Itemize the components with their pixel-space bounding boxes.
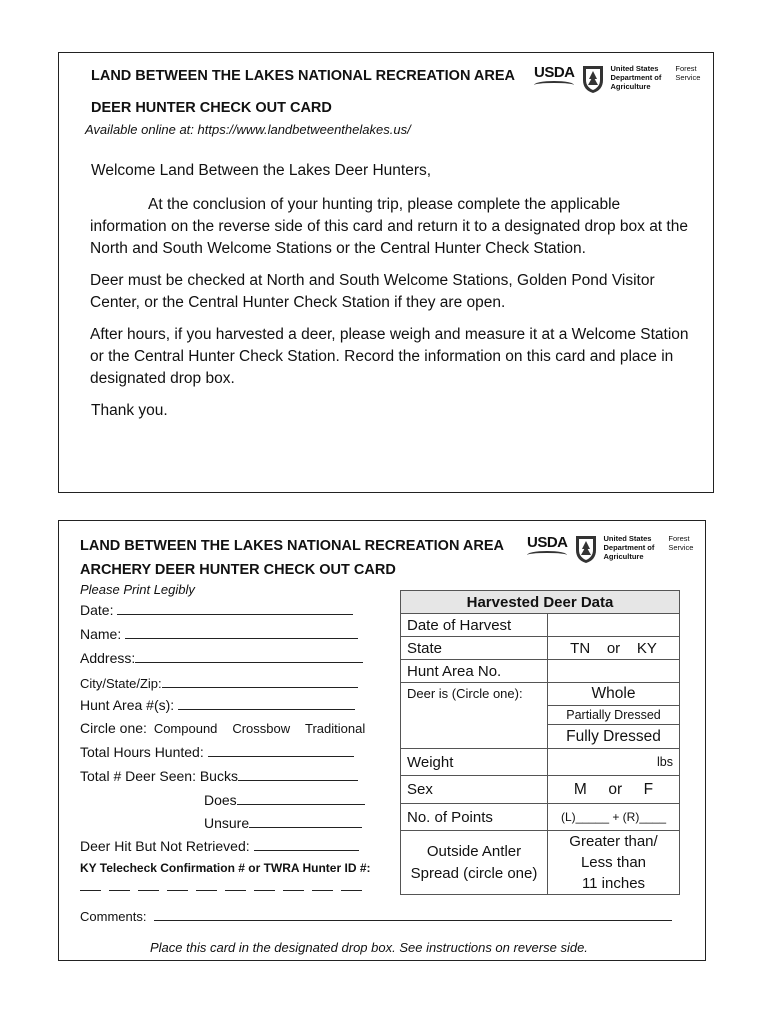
date-of-harvest-label: Date of Harvest — [401, 614, 548, 637]
print-legibly: Please Print Legibly — [80, 582, 195, 597]
antler-spread-label: Outside Antler Spread (circle one) — [401, 831, 548, 895]
telecheck-id-blanks[interactable] — [80, 878, 362, 891]
state-options[interactable]: TN or KY — [548, 637, 680, 660]
city-state-zip-field[interactable]: City/State/Zip: — [80, 675, 358, 691]
date-of-harvest-cell[interactable] — [548, 614, 680, 637]
paragraph-check-locations: Deer must be checked at North and South Welcome Stations, Golden Pond Visitor Center, or the Central Hunter Check Station if they are open. — [90, 272, 655, 311]
forest-service-name: Forest Service — [675, 64, 701, 82]
option-traditional[interactable]: Traditional — [305, 721, 366, 736]
weapon-circle-one: Circle one: Compound Crossbow Traditional — [80, 720, 366, 736]
weight-lbs[interactable]: lbs — [548, 749, 680, 776]
usda-logo-mark: USDA — [527, 534, 568, 551]
option-fully-dressed[interactable]: Fully Dressed — [548, 725, 680, 749]
option-crossbow[interactable]: Crossbow — [232, 721, 291, 736]
hunt-area-no-label: Hunt Area No. — [401, 660, 548, 683]
address-field[interactable]: Address: — [80, 650, 363, 666]
deer-seen-unsure-field[interactable]: Unsure — [204, 815, 362, 831]
date-field[interactable]: Date: — [80, 602, 353, 618]
antler-spread-options[interactable]: Greater than/ Less than 11 inches — [548, 831, 680, 895]
paragraph-conclusion: At the conclusion of your hunting trip, please complete the applicable information on the reverse side of this card and return it to a designated drop box at the North and South Welcome Stations or the Central Hunter Check Station. — [90, 196, 688, 257]
forest-service-shield-icon — [581, 64, 605, 94]
usda-agency-name: United States Department of Agriculture — [603, 534, 655, 561]
deer-is-label: Deer is (Circle one): — [401, 683, 548, 749]
weight-label: Weight — [401, 749, 548, 776]
card2-title-1: LAND BETWEEN THE LAKES NATIONAL RECREATION AREA — [80, 538, 504, 554]
forest-service-shield-icon — [574, 534, 598, 564]
hunt-area-no-cell[interactable] — [548, 660, 680, 683]
deer-seen-does-field[interactable]: Does — [204, 792, 365, 808]
deer-hit-field[interactable]: Deer Hit But Not Retrieved: — [80, 838, 359, 854]
hunt-area-field[interactable]: Hunt Area #(s): — [80, 697, 355, 713]
harvested-deer-data-table — [400, 590, 680, 895]
table-heading: Harvested Deer Data — [401, 591, 680, 614]
state-label: State — [401, 637, 548, 660]
option-whole[interactable]: Whole — [548, 683, 680, 706]
usda-fs-logo-2 — [527, 534, 693, 564]
usda-logo-mark: USDA — [534, 64, 575, 81]
card1-title-2: DEER HUNTER CHECK OUT CARD — [91, 100, 332, 116]
usda-agency-name: United States Department of Agriculture — [610, 64, 662, 91]
sex-options[interactable]: M or F — [548, 776, 680, 804]
name-field[interactable]: Name: — [80, 626, 358, 642]
comments-field[interactable]: Comments: — [80, 908, 672, 924]
total-hours-field[interactable]: Total Hours Hunted: — [80, 744, 354, 760]
card1-title-1: LAND BETWEEN THE LAKES NATIONAL RECREATION AREA — [91, 68, 515, 84]
points-label: No. of Points — [401, 804, 548, 831]
available-online-text: Available online at: https://www.landbetweenthelakes.us/ — [85, 122, 411, 137]
deer-seen-bucks-field[interactable]: Total # Deer Seen: Bucks — [80, 768, 358, 784]
forest-service-name: Forest Service — [668, 534, 694, 552]
points-entry[interactable]: (L)_____ + (R)____ — [548, 804, 680, 831]
thank-you: Thank you. — [91, 402, 168, 419]
paragraph-after-hours: After hours, if you harvested a deer, please weigh and measure it at a Welcome Station or the Central Hunter Check Station. Record the information on this card and place in designated drop box. — [90, 326, 689, 387]
telecheck-label: KY Telecheck Confirmation # or TWRA Hunter ID #: — [80, 861, 371, 875]
sex-label: Sex — [401, 776, 548, 804]
footer-instruction: Place this card in the designated drop box. See instructions on reverse side. — [150, 940, 588, 955]
usda-fs-logo — [534, 64, 700, 94]
option-compound[interactable]: Compound — [153, 721, 218, 736]
option-partially-dressed[interactable]: Partially Dressed — [548, 706, 680, 725]
greeting: Welcome Land Between the Lakes Deer Hunters, — [91, 162, 432, 179]
card2-title-2: ARCHERY DEER HUNTER CHECK OUT CARD — [80, 562, 396, 578]
